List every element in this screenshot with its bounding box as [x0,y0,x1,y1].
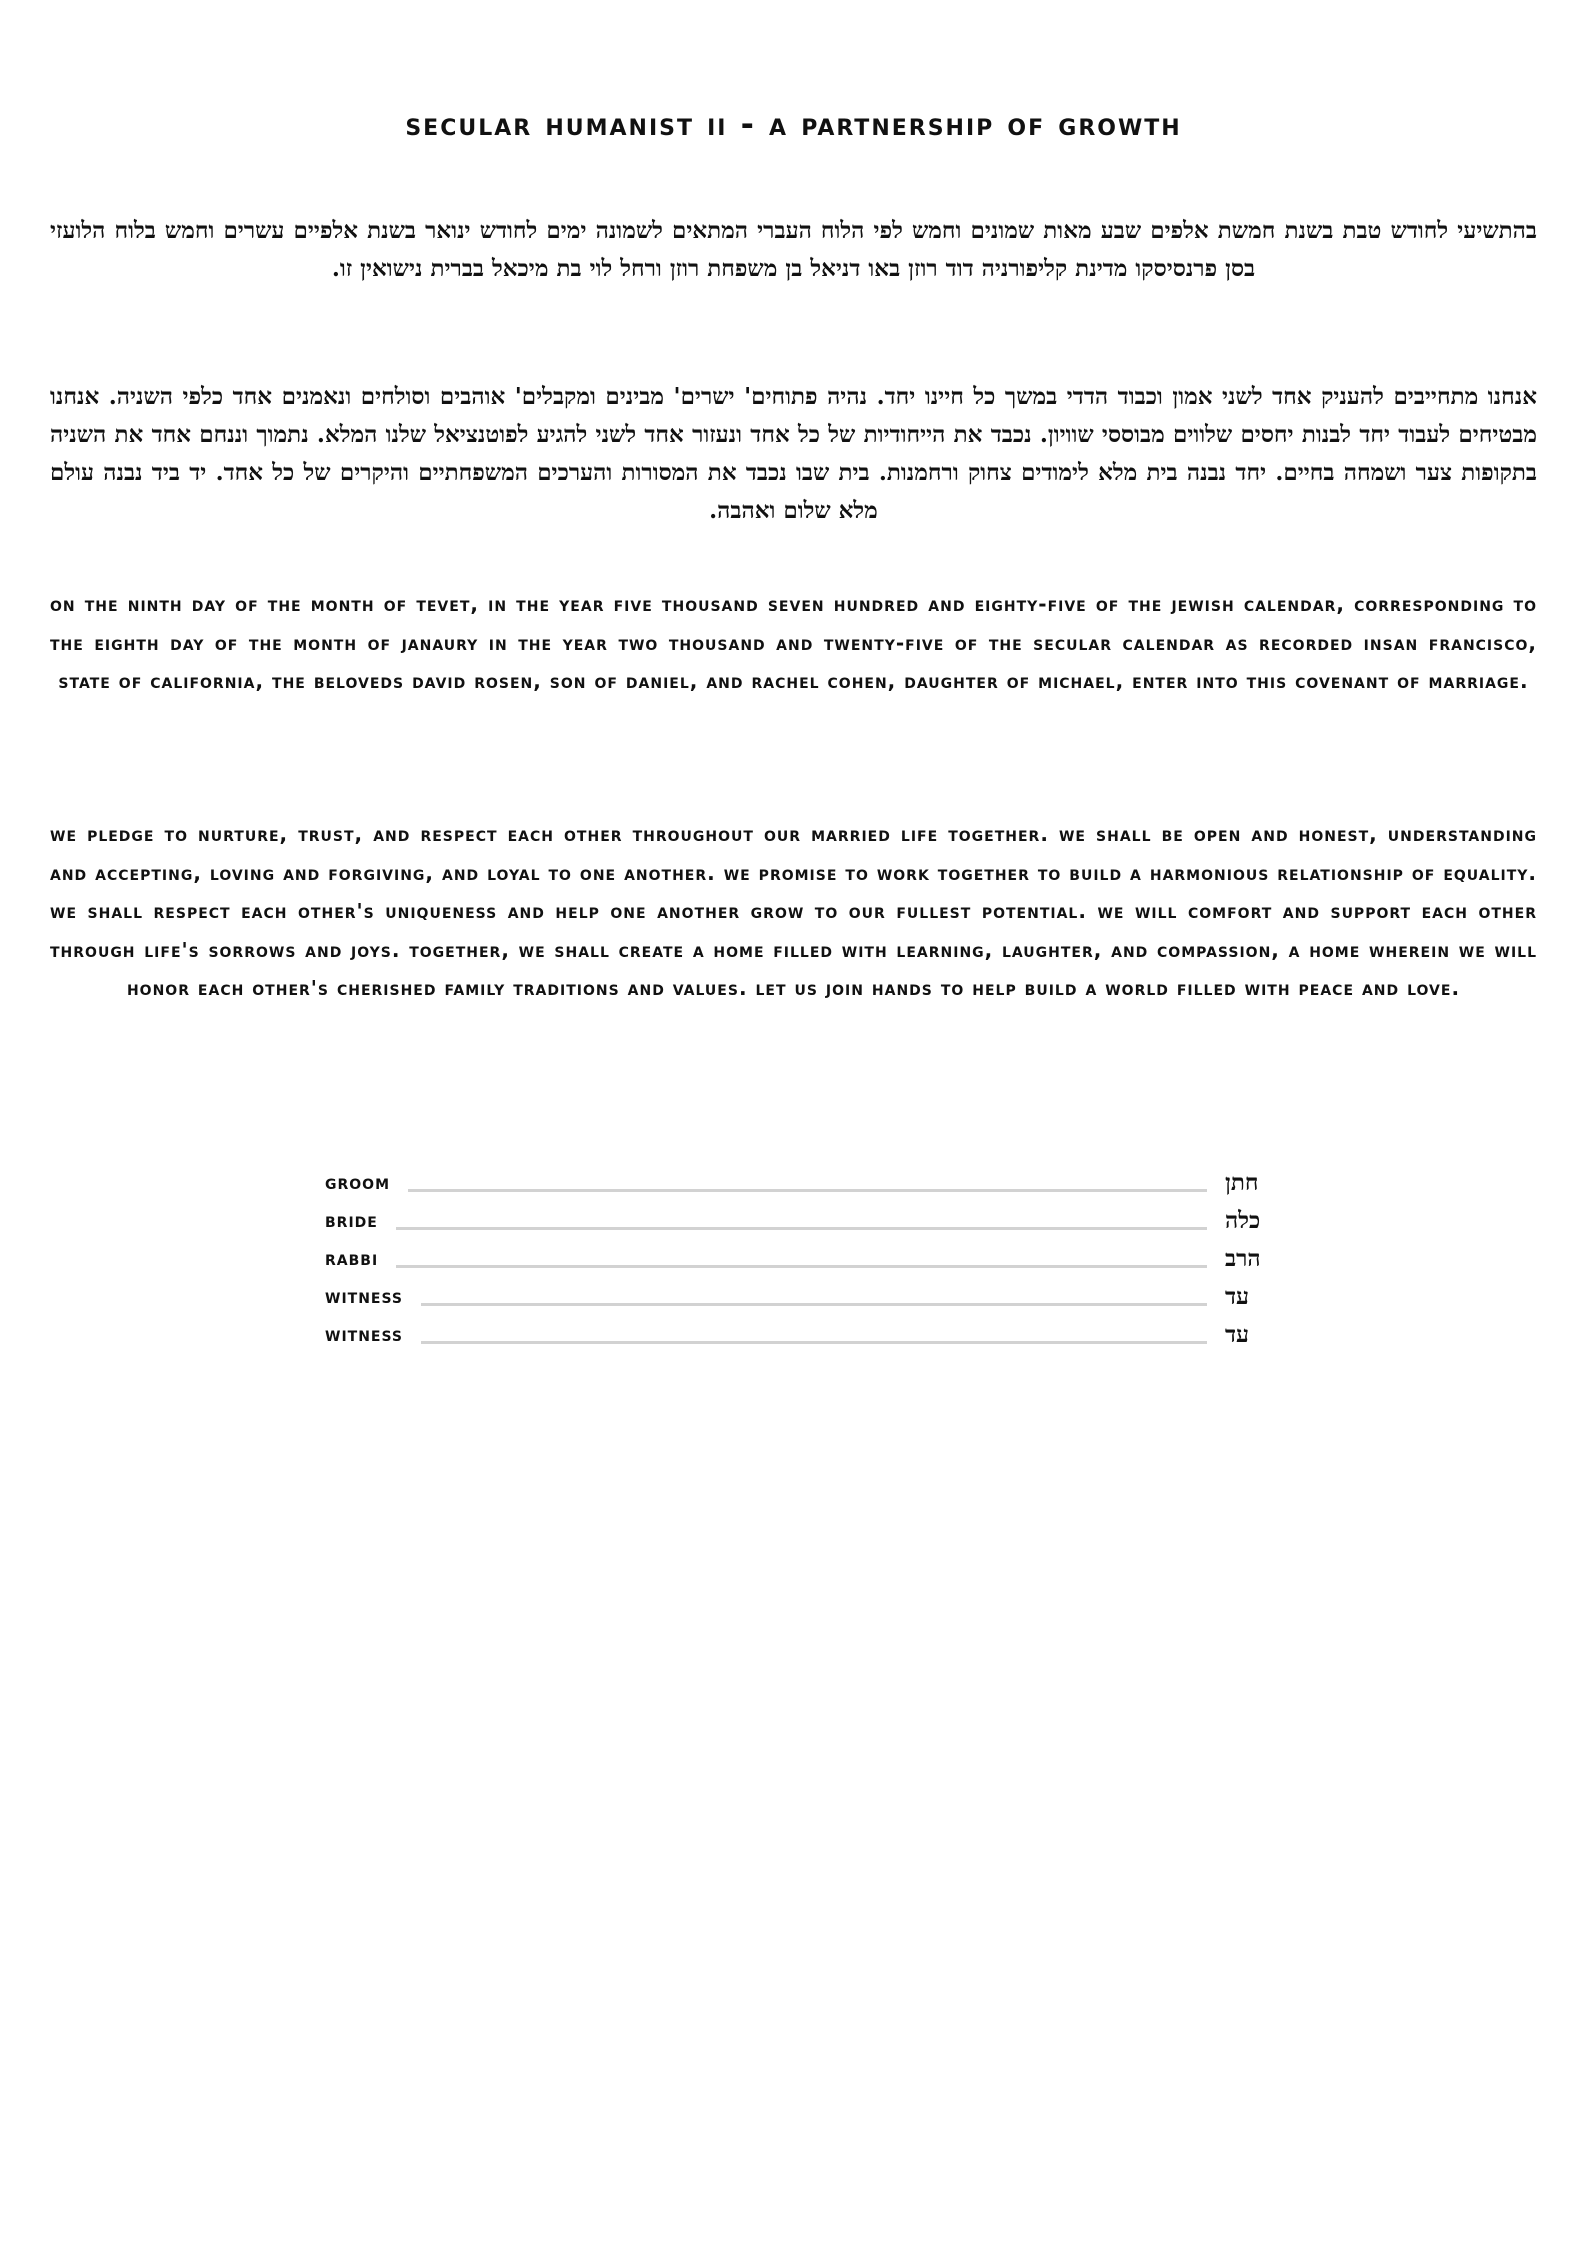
signature-label-hebrew: חתן [1225,1169,1259,1196]
document-title: secular humanist ii - a partnership of growth [405,105,1182,143]
signature-row-rabbi [325,1236,1271,1274]
signature-row-witness-1 [325,1274,1271,1312]
signature-label-hebrew: כלה [1225,1207,1261,1234]
signature-row-groom [325,1160,1271,1198]
signature-line [421,1340,1207,1344]
signature-line [396,1264,1207,1268]
signature-row-witness-2 [325,1312,1271,1350]
signature-label-hebrew: הרב [1225,1245,1261,1272]
english-paragraph-vows: we pledge to nurture, trust, and respect each other throughout our married life together. we shall be open and honest, understanding and accepting, loving and forgiving, and loyal to one another. we promise to work together to build a harmonious relationship of equality. we shall respect each other's uniqueness and help one another grow to our fullest potential. we will comfort and support each other through life's sorrows and joys. together, we shall create a home filled with learning, laughter, and compassion, a home wherein we will honor each other's cherished family traditions and values. let us join hands to help build a world filled with peace and love. [50,822,1537,1000]
signature-label: witness [325,1322,404,1346]
signature-label: bride [325,1208,378,1232]
signature-line [421,1302,1207,1306]
signature-row-bride [325,1198,1271,1236]
signature-label-hebrew: עד [1225,1283,1250,1310]
signature-label: groom [325,1170,391,1194]
signature-label: witness [325,1284,404,1308]
hebrew-paragraph-date: בהתשיעי לחודש טבת בשנת חמשת אלפים שבע מאות שמונים וחמש לפי הלוח העברי המתאים לשמונה ימים לחודש ינואר בשנת אלפיים עשרים וחמש בלוח הלועזי בסן פרנסיסקו מדינת קליפורניה דוד רוזן באו דניאל בן משפחת רוזן ורחל לוי בת מיכאל בברית נישואין זו. [50,217,1537,282]
signature-line [396,1226,1207,1230]
signature-block [325,1160,1271,1350]
hebrew-paragraph-vows: אנחנו מתחייבים להעניק אחד לשני אמון וכבוד הדדי במשך כל חיינו יחד. נהיה פתוחים' ישרים' מבינים ומקבלים' אוהבים וסולחים ונאמנים אחד כלפי השניה. אנחנו מבטיחים לעבוד יחד לבנות יחסים שלווים מבוססי שוויון. נכבד את הייחודיות של כל אחד ונעזור אחד לשני להגיע לפוטנציאל שלנו המלא. נתמוך וננחם אחד את השניה בתקופות צער ושמחה בחיים. יחד נבנה בית מלא לימודים צחוק ורחמנות. בית שבו נכבד את המסורות והערכים המשפחתיים והיקרים של כל אחד. יד ביד נבנה עולם מלא שלום ואהבה. [50,383,1537,524]
english-paragraph-date: on the ninth day of the month of tevet, in the year five thousand seven hundred and eighty-five of the jewish calendar, corresponding to the eighth day of the month of janaury in the year two thousand and twenty-five of the secular calendar as recorded insan francisco, state of california, the beloveds david rosen, son of daniel, and rachel cohen, daughter of michael, enter into this covenant of marriage. [50,592,1537,693]
signature-label: rabbi [325,1246,379,1270]
signature-label-hebrew: עד [1225,1321,1250,1348]
signature-line [408,1188,1207,1192]
